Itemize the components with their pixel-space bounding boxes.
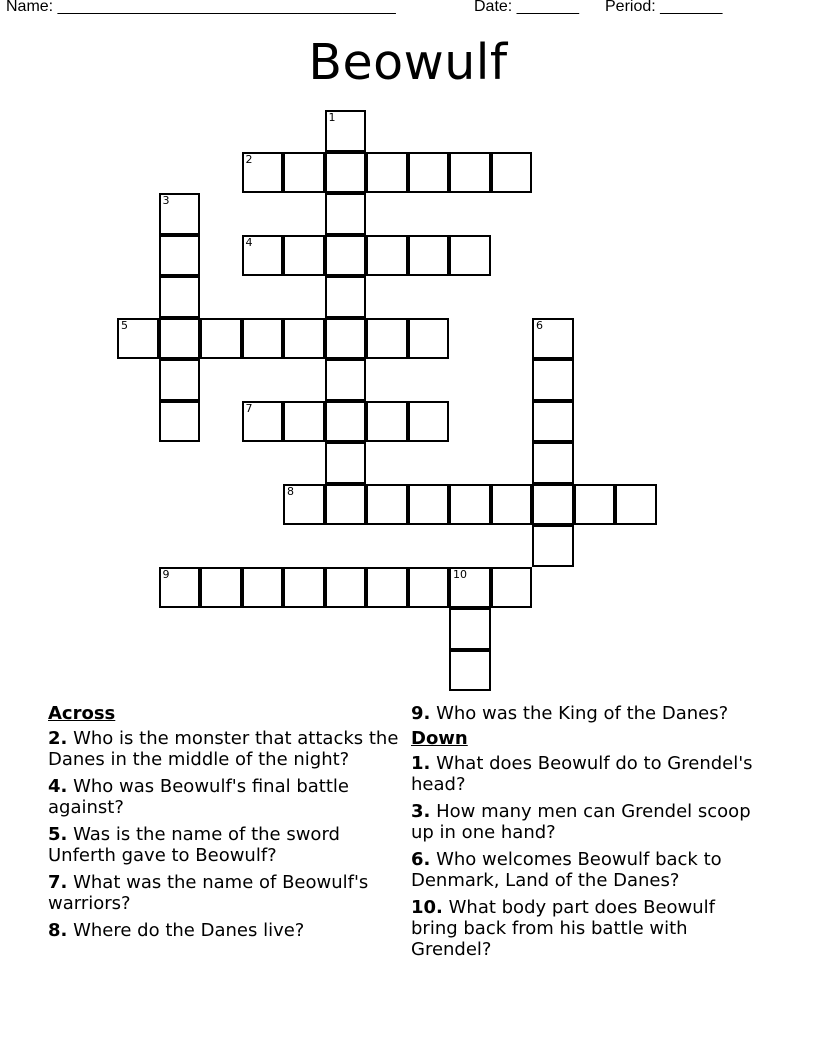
crossword-cell[interactable] — [532, 484, 574, 526]
down-clue — [411, 801, 761, 843]
crossword-cell[interactable] — [283, 401, 325, 443]
crossword-cell[interactable] — [532, 401, 574, 443]
crossword-cell[interactable] — [242, 235, 284, 277]
name-field-label: Name: ______________________________________ — [6, 0, 396, 15]
crossword-cell[interactable] — [491, 484, 533, 526]
crossword-cell[interactable] — [159, 193, 201, 235]
clue-text: Where do the Danes live? — [67, 920, 305, 941]
crossword-cell[interactable] — [325, 152, 367, 194]
crossword-cell[interactable] — [283, 567, 325, 609]
crossword-cell[interactable] — [532, 359, 574, 401]
across-heading: Across — [48, 703, 116, 724]
clue-text: Who was Beowulf's final battle against? — [48, 776, 349, 818]
crossword-cell[interactable] — [325, 442, 367, 484]
across-clue — [48, 824, 403, 866]
cell-number: 4 — [245, 235, 253, 249]
clue-text: How many men can Grendel scoop up in one hand? — [411, 801, 751, 843]
crossword-cell[interactable] — [325, 359, 367, 401]
clue-text: What body part does Beowulf bring back from his battle with Grendel? — [411, 897, 716, 960]
crossword-cell[interactable] — [449, 608, 491, 650]
cell-number: 7 — [245, 401, 253, 415]
crossword-cell[interactable] — [117, 318, 159, 360]
down-clue — [411, 753, 761, 795]
clue-across-9 — [411, 703, 761, 724]
crossword-cell[interactable] — [242, 152, 284, 194]
clue-text: What does Beowulf do to Grendel's head? — [411, 753, 753, 795]
crossword-cell[interactable] — [325, 193, 367, 235]
cell-number: 2 — [245, 152, 253, 166]
crossword-cell[interactable] — [283, 152, 325, 194]
crossword-cell[interactable] — [159, 567, 201, 609]
crossword-cell[interactable] — [449, 650, 491, 692]
crossword-cell[interactable] — [325, 235, 367, 277]
crossword-cell[interactable] — [532, 442, 574, 484]
crossword-cell[interactable] — [325, 318, 367, 360]
puzzle-title: Beowulf — [308, 34, 508, 91]
clue-number: 2. — [48, 728, 68, 749]
clue-text: Who is the monster that attacks the Danes in the middle of the night? — [48, 728, 399, 770]
crossword-cell[interactable] — [449, 567, 491, 609]
cell-number: 1 — [328, 111, 336, 124]
clue-number: 8. — [48, 920, 68, 941]
crossword-cell[interactable] — [366, 318, 408, 360]
crossword-cell[interactable] — [366, 152, 408, 194]
clue-number: 10. — [411, 897, 443, 918]
clue-number: 3. — [411, 801, 431, 822]
crossword-cell[interactable] — [200, 318, 242, 360]
crossword-cell[interactable] — [449, 235, 491, 277]
period-field-label: Period: _______ — [605, 0, 723, 15]
across-clue-list — [48, 728, 403, 941]
cell-number: 5 — [121, 318, 128, 332]
across-clue — [48, 776, 403, 818]
crossword-cell[interactable] — [159, 276, 201, 318]
down-clues — [411, 703, 761, 966]
crossword-cell[interactable] — [325, 401, 367, 443]
cell-number: 8 — [287, 484, 294, 498]
crossword-cell[interactable] — [159, 235, 201, 277]
clue-number: 4. — [48, 776, 68, 797]
crossword-cell[interactable] — [283, 235, 325, 277]
crossword-cell[interactable] — [366, 567, 408, 609]
clue-number: 6. — [411, 849, 431, 870]
crossword-cell[interactable] — [449, 484, 491, 526]
crossword-cell[interactable] — [408, 567, 450, 609]
crossword-cell[interactable] — [325, 276, 367, 318]
crossword-cell[interactable] — [408, 235, 450, 277]
crossword-cell[interactable] — [491, 567, 533, 609]
cell-number: 3 — [162, 194, 170, 207]
crossword-cell[interactable] — [491, 152, 533, 194]
crossword-cell[interactable] — [242, 567, 284, 609]
clue-text: What was the name of Beowulf's warriors? — [48, 872, 369, 914]
crossword-cell[interactable] — [449, 152, 491, 194]
across-clues — [48, 703, 403, 947]
crossword-cell[interactable] — [325, 110, 367, 152]
down-clue-list — [411, 753, 761, 960]
crossword-cell[interactable] — [283, 484, 325, 526]
crossword-cell[interactable] — [366, 401, 408, 443]
clue-number: 5. — [48, 824, 68, 845]
crossword-cell[interactable] — [159, 401, 201, 443]
clue-text: Who was the King of the Danes? — [430, 703, 729, 724]
crossword-cell[interactable] — [159, 359, 201, 401]
crossword-cell[interactable] — [159, 318, 201, 360]
across-clue — [48, 728, 403, 770]
cell-number: 10 — [453, 567, 467, 581]
clue-number: 1. — [411, 753, 431, 774]
clue-number: 7. — [48, 872, 68, 893]
down-heading: Down — [411, 728, 468, 749]
crossword-cell[interactable] — [283, 318, 325, 360]
crossword-cell[interactable] — [408, 401, 450, 443]
cell-number: 9 — [162, 567, 170, 581]
clue-text: Who welcomes Beowulf back to Denmark, Land of the Danes? — [411, 849, 722, 891]
crossword-cell[interactable] — [408, 152, 450, 194]
down-clue — [411, 897, 761, 960]
clue-text: Was is the name of the sword Unferth gave to Beowulf? — [48, 824, 340, 866]
date-field-label: Date: _______ — [474, 0, 579, 15]
across-clue — [48, 920, 403, 941]
crossword-cell[interactable] — [408, 318, 450, 360]
crossword-cell[interactable] — [532, 525, 574, 567]
crossword-cell[interactable] — [408, 484, 450, 526]
crossword-cell[interactable] — [574, 484, 616, 526]
crossword-cell[interactable] — [366, 484, 408, 526]
crossword-cell[interactable] — [532, 318, 574, 360]
crossword-cell[interactable] — [325, 484, 367, 526]
crossword-cell[interactable] — [615, 484, 657, 526]
across-clue — [48, 872, 403, 914]
clue-number: 9. — [411, 703, 431, 724]
crossword-cell[interactable] — [242, 401, 284, 443]
down-clue — [411, 849, 761, 891]
crossword-cell[interactable] — [242, 318, 284, 360]
crossword-cell[interactable] — [325, 567, 367, 609]
crossword-cell[interactable] — [366, 235, 408, 277]
cell-number: 6 — [536, 318, 543, 332]
crossword-cell[interactable] — [200, 567, 242, 609]
